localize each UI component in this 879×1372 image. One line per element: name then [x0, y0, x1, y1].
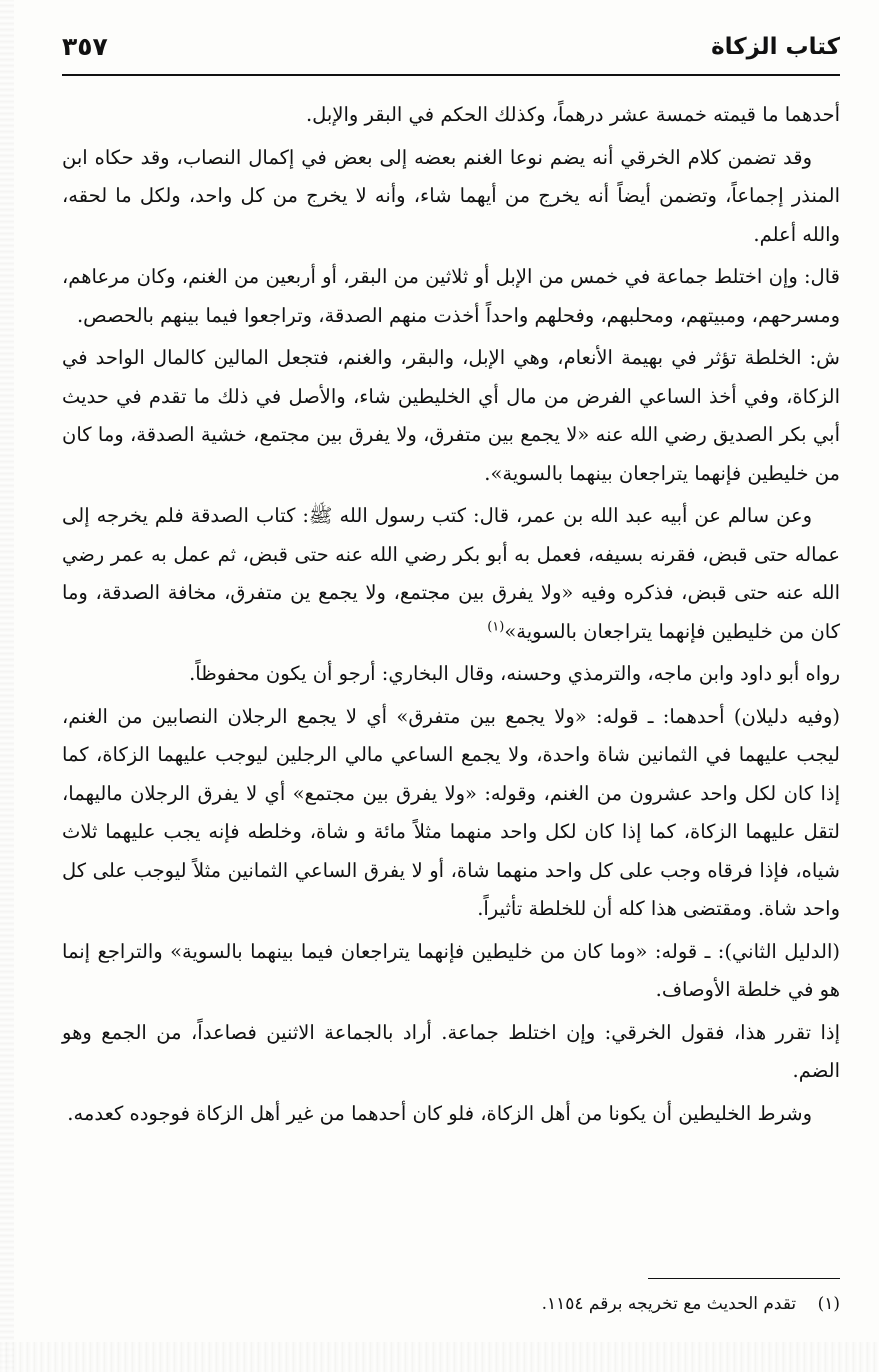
paragraph-1: أحدهما ما قيمته خمسة عشر درهماً، وكذلك الحكم في البقر والإبل.	[305, 103, 840, 126]
footnote-reference: (١)	[487, 619, 505, 634]
paragraph-3: قال: وإن اختلط جماعة في خمس من الإبل أو ثلاثين من البقر، أو أربعين من الغنم، وكان مرعاهم، ومسرحهم، ومبيتهم، ومحلبهم، وفحلهم واحداً أخذت منهم الصدقة، وتراجعوا فيما بينهم بالحصص.	[62, 265, 840, 327]
chapter-title: كتاب الزكاة	[711, 34, 840, 60]
main-text	[62, 96, 840, 1137]
paragraph-8: (الدليل الثاني): ـ قوله: «وما كان من خليطين فإنهما يتراجعان فيما بينهما بالسوية» والتراجع إنما هو في خلطة الأوصاف.	[62, 939, 840, 1001]
paragraph-5	[62, 497, 840, 651]
footnote-number: (١)	[817, 1294, 840, 1314]
footnote-text: تقدم الحديث مع تخريجه برقم ١١٥٤.	[541, 1294, 797, 1314]
paragraph-6: رواه أبو داود وابن ماجه، والترمذي وحسنه، وقال البخاري: أرجو أن يكون محفوظاً.	[189, 662, 840, 685]
paragraph-10: وشرط الخليطين أن يكونا من أهل الزكاة، فلو كان أحدهما من غير أهل الزكاة فوجوده كعدمه.	[67, 1101, 812, 1125]
paragraph-7: (وفيه دليلان) أحدهما: ـ قوله: «ولا يجمع بين متفرق» أي لا يجمع الرجلان النصابين من الغنم، ليجب عليهما في الثمانين شاة واحدة، ولا يجمع الساعي مالي الرجلين ليوجب عليهما الزكاة، كما إذا كان لكل واحد عشرون من الغنم، وقوله: «ولا يفرق بين مجتمع» أي لا يفرق الرجلان ماليهما، لتقل عليهما الزكاة، كما إذا كان لكل واحد منهما مثلاً مائة و شاة، وخلطه فإنه يجب عليهما ثلاث شياه، فإذا فرقاه وجب على كل واحد منهما شاة، أو لا يفرق الساعي الثمانين مثلاً ليوجب على كل واحد شاة. ومقتضى هذا كله أن للخلطة تأثيراً.	[62, 704, 840, 920]
scan-edge-left	[0, 0, 14, 1372]
running-header	[62, 30, 840, 76]
paragraph-9: إذا تقرر هذا، فقول الخرقي: وإن اختلط جماعة. أراد بالجماعة الاثنين فصاعداً، من الجمع وهو الضم.	[62, 1020, 840, 1082]
scan-edge-bottom	[0, 1342, 879, 1372]
paragraph-2: وقد تضمن كلام الخرقي أنه يضم نوعا الغنم بعضه إلى بعض في إكمال النصاب، وقد حكاه ابن المنذر إجماعاً، وتضمن أيضاً أنه يخرج من أيهما شاء، وأنه لا يخرج من كل واحد، ولكل ما لحقه، والله أعلم.	[62, 145, 840, 246]
footnote	[62, 1290, 840, 1318]
page-number: ٣٥٧	[62, 32, 108, 61]
footnote-divider	[648, 1278, 840, 1279]
paragraph-4: ش: الخلطة تؤثر في بهيمة الأنعام، وهي الإبل، والبقر، والغنم، فتجعل المالين كالمال الواحد في الزكاة، وفي أخذ الساعي الفرض من مال أي الخليطين شاء، والأصل في ذلك ما تقدم في حديث أبي بكر الصديق رضي الله عنه «لا يجمع بين متفرق، ولا يفرق بين مجتمع، خشية الصدقة، وما كان من خليطين فإنهما يتراجعان بينهما بالسوية».	[62, 346, 840, 485]
hadith-text: وعن سالم عن أبيه عبد الله بن عمر، قال: كتب رسول الله ﷺ: كتاب الصدقة فلم يخرجه إلى عماله حتى قبض، فقرنه بسيفه، فعمل به أبو بكر رضي الله عنه حتى قبض، ثم عمل به عمر رضي الله عنه حتى قبض، فذكره وفيه «ولا يفرق بين مجتمع، ولا يجمع ين متفرق، مخافة الصدقة، وما كان من خليطين فإنهما يتراجعان بالسوية»	[62, 504, 840, 643]
